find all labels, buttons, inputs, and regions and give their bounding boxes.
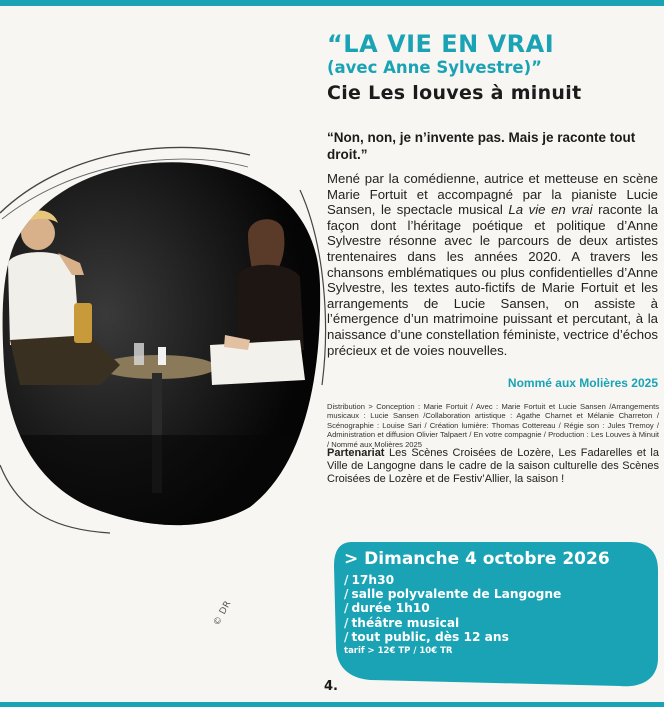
show-title: “LA VIE EN VRAI: [327, 30, 555, 58]
company-name: Cie Les louves à minuit: [327, 82, 582, 104]
partners: [327, 447, 659, 485]
top-accent-bar: [0, 0, 664, 6]
event-audience-text: tout public, dès 12 ans: [351, 629, 509, 644]
event-tarif: tarif > 12€ TP / 10€ TR: [344, 646, 453, 657]
title-block: [327, 30, 657, 105]
event-audience: / tout public, dès 12 ans: [344, 629, 509, 644]
event-info-content: [344, 548, 654, 658]
description-part2: raconte la façon dont l’héritage poétique et politique d’Anne Sylvestre résonne avec le parcours de deux artistes trentenaires dans les années 2020. A travers les chansons emblématiques ou plus confidentielles d’Anne Sylvestre, les textes auto-fictifs de Marie Fortuit et les arrangements de Lucie Sansen, on assiste à l’émergence d’un matrimoine puissant et percutant, à la naissance d’une constellation féministe, vectrice d’échos précieux et de voies nouvelles.: [327, 202, 658, 358]
photo-credit: © DR: [212, 599, 234, 628]
award-note: Nommé aux Molières 2025: [507, 376, 658, 390]
event-venue: / salle polyvalente de Langogne: [344, 587, 562, 602]
event-time-text: 17h30: [351, 573, 395, 587]
event-duration: / durée 1h10: [344, 601, 430, 616]
page-number: 4.: [324, 679, 338, 694]
event-date: > Dimanche 4 octobre 2026: [344, 549, 610, 569]
description-part1: Mené par la comédienne, autrice et metteuse en scène Marie Fortuit et accompagné par la pianiste Lucie Sansen, le spectacle musical: [327, 171, 658, 218]
partners-text: Les Scènes Croisées de Lozère, Les Fadarelles et la Ville de Langogne dans le cadre de la saison culturelle des Scènes Croisées de Lozère et de Festiv’Allier, la saison !: [327, 447, 659, 485]
description: [327, 171, 658, 358]
bottom-accent-bar: [0, 702, 664, 707]
pull-quote: “Non, non, je n’invente pas. Mais je raconte tout droit.”: [327, 130, 636, 162]
event-genre-text: théâtre musical: [351, 615, 460, 630]
event-info-box: [330, 540, 660, 690]
event-time: / 17h30: [344, 573, 395, 587]
event-venue-text: salle polyvalente de Langogne: [351, 587, 562, 602]
event-duration-text: durée 1h10: [351, 601, 430, 616]
description-show-title: La vie en vrai: [508, 202, 593, 218]
performance-photo: [0, 135, 330, 628]
partners-label: Partenariat: [327, 447, 385, 459]
credits-distribution: Distribution > Conception : Marie Fortuit / Avec : Marie Fortuit et Lucie Sansen /Arrangements musicaux : Lucie Sansen /Collaboration artistique : Agathe Charnet et Mélanie Charreton / Scénographie : Louise Sari / Création lumière: Thomas Cottereau / Régie son : Jules Tremoy / Administration et diffusion Olivier Talpaert / En votre compagnie / Production : Les Louves à Minuit / Nommé aux Molières 2025: [327, 402, 659, 449]
show-subtitle: (avec Anne Sylvestre)”: [327, 58, 543, 77]
event-genre: / théâtre musical: [344, 615, 460, 630]
